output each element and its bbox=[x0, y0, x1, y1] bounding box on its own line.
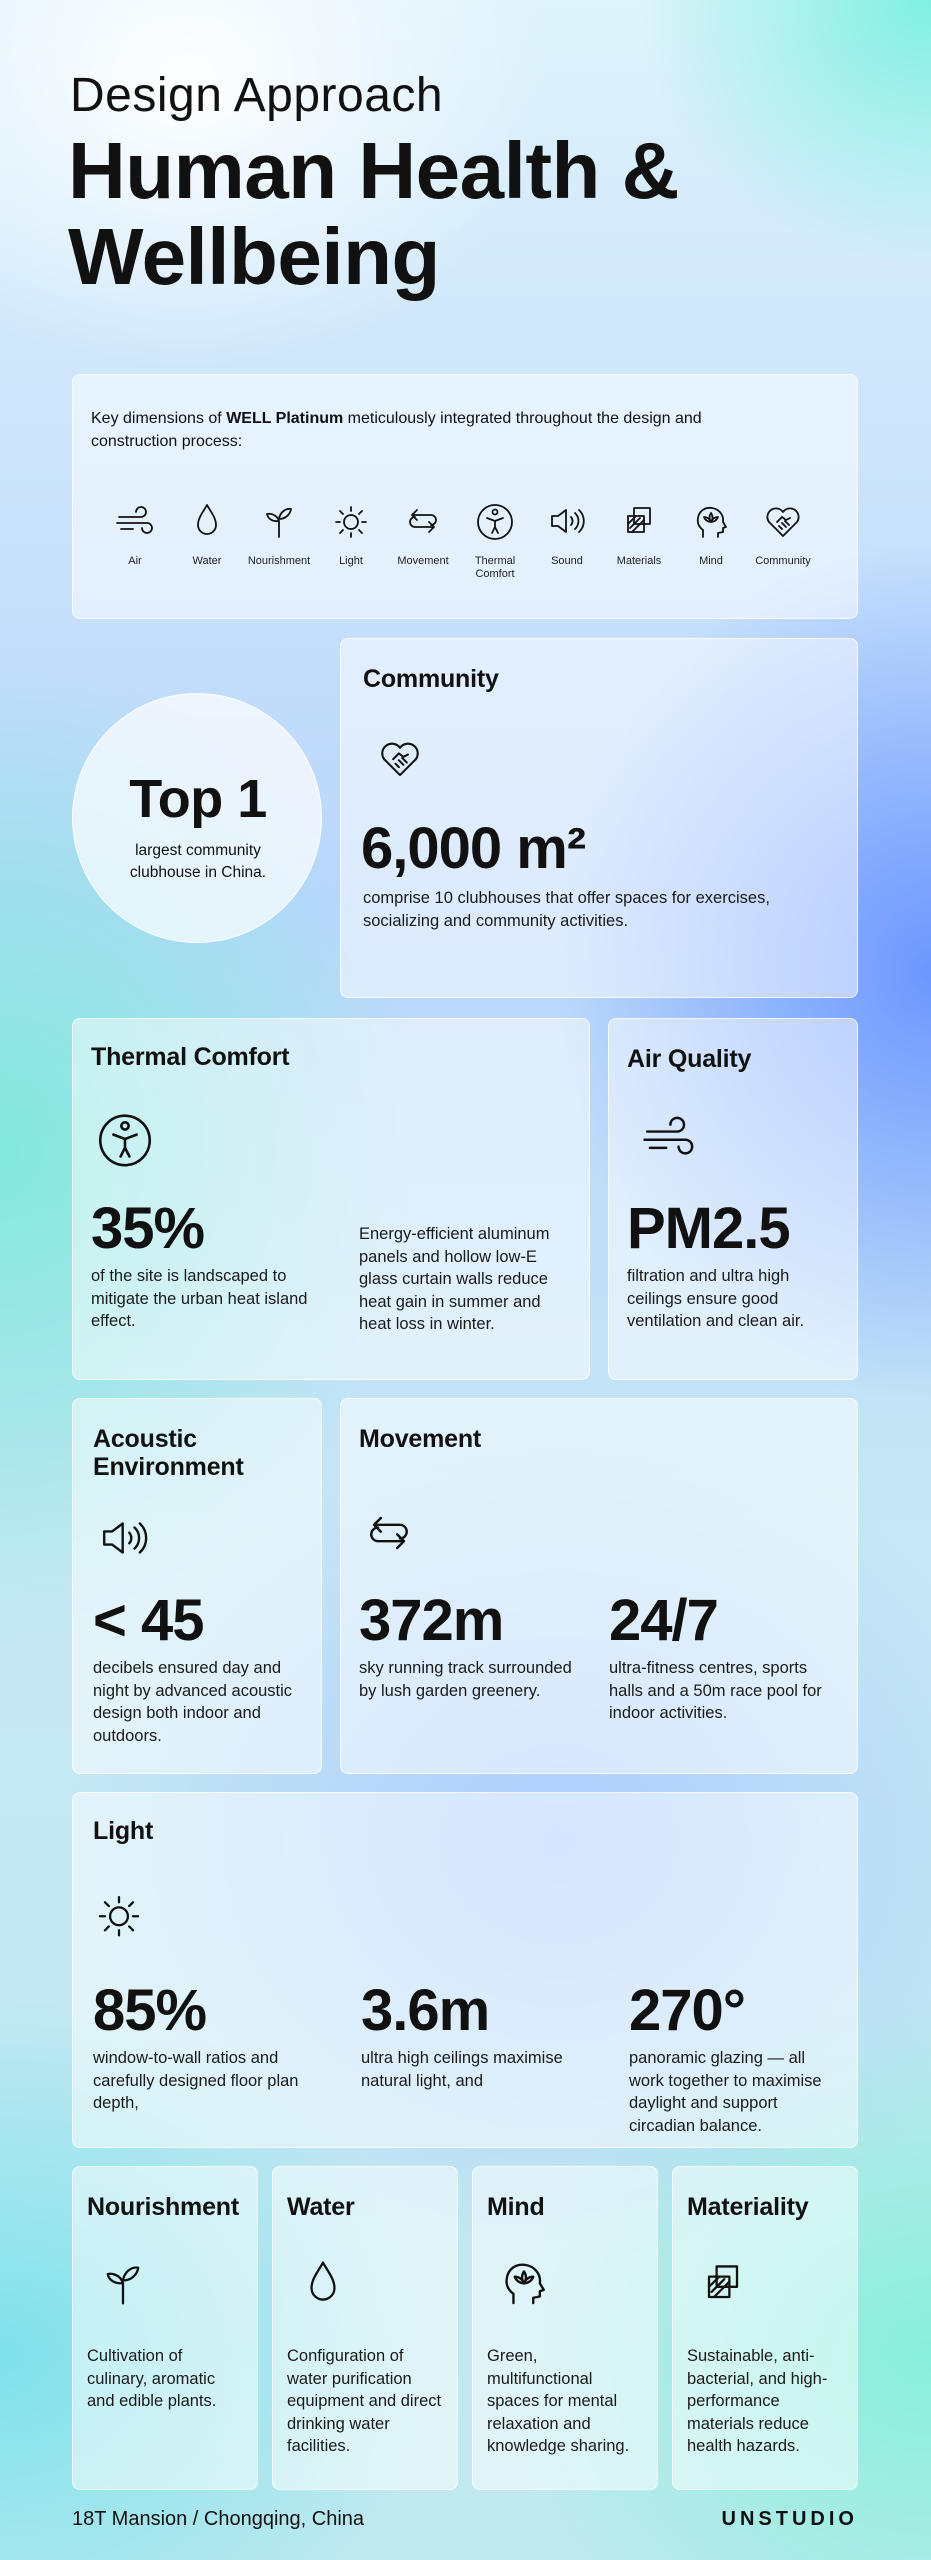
dimension-materials bbox=[603, 499, 675, 568]
speaker-icon bbox=[95, 1509, 153, 1567]
movement-card bbox=[340, 1398, 858, 1774]
well-dimensions-card bbox=[72, 374, 858, 619]
community-title: Community bbox=[363, 665, 499, 693]
dimension-nourishment bbox=[243, 499, 315, 568]
sprout-icon bbox=[95, 2255, 151, 2311]
mind-title: Mind bbox=[487, 2193, 545, 2221]
dimension-label: Air bbox=[128, 555, 142, 567]
sprout-icon bbox=[257, 499, 301, 543]
intro-text-before: Key dimensions of bbox=[91, 410, 227, 427]
movement-text-2: ultra-fitness centres, sports halls and a 50m race pool for indoor activities. bbox=[609, 1659, 822, 1722]
arrows-loop-icon bbox=[401, 499, 445, 543]
movement-value-1: 372m bbox=[359, 1588, 504, 1653]
intro-text-bold: WELL Platinum bbox=[226, 410, 344, 427]
page-subtitle: Design Approach bbox=[70, 69, 444, 122]
acoustic-title-line-2: Environment bbox=[93, 1453, 244, 1481]
light-value-3: 270° bbox=[629, 1978, 745, 2043]
dimension-water bbox=[171, 499, 243, 568]
acoustic-environment-card bbox=[72, 1398, 322, 1774]
acoustic-title-line-1: Acoustic bbox=[93, 1425, 197, 1453]
air-value: PM2.5 bbox=[627, 1196, 790, 1261]
dimension-mind bbox=[675, 499, 747, 568]
layers-icon bbox=[617, 499, 661, 543]
air-text: filtration and ultra high ceilings ensure good ventilation and clean air. bbox=[627, 1267, 805, 1330]
head-lotus-icon bbox=[689, 499, 733, 543]
dimension-label: Mind bbox=[699, 555, 723, 567]
dimension-label: Nourishment bbox=[247, 555, 311, 567]
sun-icon bbox=[329, 499, 373, 543]
dimension-air bbox=[99, 499, 171, 568]
intro-text-after: meticulously integrated throughout the design and construction process: bbox=[91, 410, 702, 450]
thermal-person-icon bbox=[93, 1107, 157, 1171]
dimension-label: Materials bbox=[616, 555, 662, 567]
light-text-1: window-to-wall ratios and carefully designed floor plan depth, bbox=[93, 2049, 299, 2112]
page-title-line-2: Wellbeing bbox=[68, 212, 440, 301]
thermal-text-2: Energy-efficient aluminum panels and hollow low-E glass curtain walls reduce heat gain in summer and heat loss in winter. bbox=[359, 1225, 550, 1333]
heart-handshake-icon bbox=[375, 733, 425, 783]
head-lotus-icon bbox=[495, 2253, 553, 2311]
layers-icon bbox=[695, 2255, 751, 2311]
top1-value: Top 1 bbox=[129, 769, 267, 829]
thermal-comfort-card bbox=[72, 1018, 590, 1380]
thermal-value: 35% bbox=[91, 1196, 205, 1261]
intro-text bbox=[91, 407, 791, 453]
materiality-text: Sustainable, anti-bacterial, and high-performance materials reduce health hazards. bbox=[687, 2347, 828, 2455]
water-text: Configuration of water purification equipment and direct drinking water facilities. bbox=[287, 2347, 442, 2455]
page-title-line-1: Human Health & bbox=[68, 126, 679, 215]
nourishment-text: Cultivation of culinary, aromatic and edible plants. bbox=[87, 2347, 217, 2410]
dimension-thermal-comfort bbox=[459, 499, 531, 581]
water-card bbox=[272, 2166, 458, 2490]
brand-logo: UNSTUDIO bbox=[721, 2508, 858, 2530]
water-drop-icon bbox=[295, 2255, 351, 2311]
light-title: Light bbox=[93, 1817, 154, 1845]
light-card bbox=[72, 1792, 858, 2148]
dimension-community bbox=[747, 499, 819, 568]
materiality-title: Materiality bbox=[687, 2193, 809, 2221]
air-title: Air Quality bbox=[627, 1045, 752, 1073]
nourishment-card bbox=[72, 2166, 258, 2490]
dimension-label: Movement bbox=[397, 555, 449, 567]
dimension-label: Water bbox=[192, 555, 222, 567]
movement-value-2: 24/7 bbox=[609, 1588, 718, 1653]
top1-text: largest community clubhouse in China. bbox=[129, 842, 267, 881]
community-text: comprise 10 clubhouses that offer spaces for exercises, socializing and community activities. bbox=[363, 889, 770, 930]
speaker-icon bbox=[545, 499, 589, 543]
light-value-2: 3.6m bbox=[361, 1978, 490, 2043]
acoustic-value: < 45 bbox=[93, 1588, 204, 1653]
movement-text-1: sky running track surrounded by lush garden greenery. bbox=[359, 1659, 572, 1700]
community-card bbox=[340, 638, 858, 998]
wind-icon bbox=[639, 1107, 699, 1167]
light-value-1: 85% bbox=[93, 1978, 207, 2043]
mind-card bbox=[472, 2166, 658, 2490]
dimension-sound bbox=[531, 499, 603, 568]
sun-icon bbox=[91, 1887, 147, 1943]
top1-circle bbox=[72, 693, 322, 943]
nourishment-title: Nourishment bbox=[87, 2193, 239, 2221]
thermal-title: Thermal Comfort bbox=[91, 1043, 290, 1071]
dimension-light bbox=[315, 499, 387, 568]
water-drop-icon bbox=[185, 499, 229, 543]
dimension-label: Sound bbox=[551, 555, 583, 567]
dimension-label: Community bbox=[755, 555, 811, 567]
community-value: 6,000 m² bbox=[361, 816, 586, 881]
water-title: Water bbox=[287, 2193, 355, 2221]
light-text-3: panoramic glazing — all work together to maximise daylight and support circadian balance. bbox=[629, 2049, 822, 2135]
dimension-movement bbox=[387, 499, 459, 568]
heart-handshake-icon bbox=[761, 499, 805, 543]
wind-icon bbox=[113, 499, 157, 543]
arrows-loop-icon bbox=[359, 1503, 419, 1563]
acoustic-text: decibels ensured day and night by advanced acoustic design both indoor and outdoors. bbox=[93, 1659, 293, 1745]
air-quality-card bbox=[608, 1018, 858, 1380]
thermal-person-icon bbox=[473, 499, 517, 543]
mind-text: Green, multifunctional spaces for mental relaxation and knowledge sharing. bbox=[487, 2347, 630, 2455]
movement-title: Movement bbox=[359, 1425, 482, 1453]
thermal-text-1: of the site is landscaped to mitigate the urban heat island effect. bbox=[91, 1267, 308, 1330]
materiality-card bbox=[672, 2166, 858, 2490]
dimension-label: Thermal Comfort bbox=[474, 555, 516, 580]
light-text-2: ultra high ceilings maximise natural light, and bbox=[361, 2049, 563, 2090]
footer-location: 18T Mansion / Chongqing, China bbox=[72, 2508, 365, 2530]
dimension-label: Light bbox=[339, 555, 363, 567]
